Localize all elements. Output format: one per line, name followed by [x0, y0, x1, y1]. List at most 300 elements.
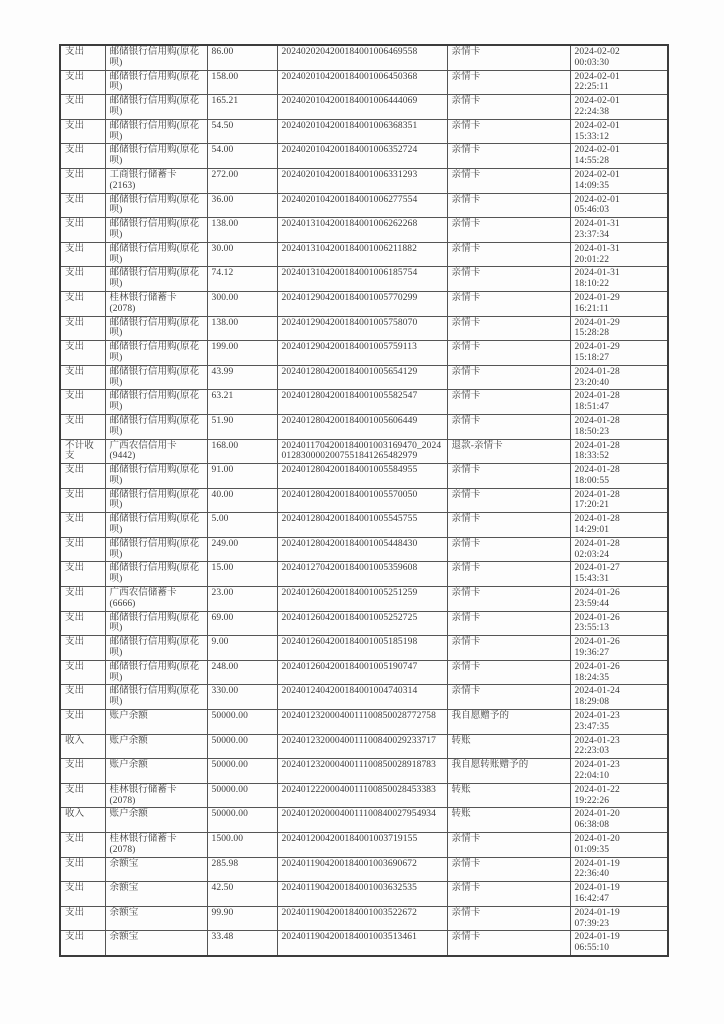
account-cell: 邮储银行信用购(原花呗) [105, 636, 207, 661]
transaction-type-cell: 支出 [60, 833, 105, 858]
time-text: 15:33:12 [574, 131, 610, 142]
note-cell: 亲情卡 [447, 611, 570, 636]
transaction-number-cell: 2024012704200184001005359608 [277, 562, 447, 587]
date-text: 2024-01-23 [574, 735, 620, 746]
transaction-number-cell: 2024020104200184001006450368 [277, 70, 447, 95]
account-cell: 邮储银行信用购(原花呗) [105, 660, 207, 685]
account-cell: 邮储银行信用购(原花呗) [105, 45, 207, 70]
note-cell: 亲情卡 [447, 291, 570, 316]
date-text: 2024-01-26 [574, 612, 620, 623]
table-row [60, 685, 668, 710]
transaction-number-cell: 2024011904200184001003522672 [277, 906, 447, 931]
date-text: 2024-01-28 [574, 489, 620, 500]
transaction-number-cell: 2024011904200184001003632535 [277, 882, 447, 907]
date-text: 2024-01-23 [574, 711, 620, 722]
amount-cell: 91.00 [207, 464, 277, 489]
transaction-type-cell: 支出 [60, 636, 105, 661]
date-text: 2024-01-22 [574, 784, 620, 795]
time-text: 05:46:03 [574, 205, 610, 216]
datetime-cell [570, 857, 668, 882]
time-text: 19:22:26 [574, 795, 610, 806]
note-cell: 我自愿赠予的 [447, 710, 570, 735]
account-cell: 余额宝 [105, 931, 207, 956]
note-cell: 亲情卡 [447, 168, 570, 193]
date-text: 2024-01-31 [574, 243, 620, 254]
transaction-type-cell: 支出 [60, 316, 105, 341]
date-text: 2024-01-28 [574, 514, 620, 525]
amount-cell: 36.00 [207, 193, 277, 218]
transaction-number-cell: 2024013104200184001006185754 [277, 267, 447, 292]
transaction-number-cell: 2024020104200184001006277554 [277, 193, 447, 218]
table-row [60, 365, 668, 390]
table-row [60, 906, 668, 931]
account-cell: 邮储银行信用购(原花呗) [105, 193, 207, 218]
datetime-cell [570, 45, 668, 70]
datetime-cell [570, 513, 668, 538]
transaction-type-cell: 支出 [60, 45, 105, 70]
date-text: 2024-01-29 [574, 317, 620, 328]
account-cell: 工商银行储蓄卡(2163) [105, 168, 207, 193]
datetime-cell [570, 587, 668, 612]
date-text: 2024-02-02 [574, 47, 620, 57]
note-cell: 亲情卡 [447, 45, 570, 70]
transaction-type-cell: 不计收支 [60, 439, 105, 464]
account-cell: 账户余额 [105, 710, 207, 735]
transaction-number-cell: 2024012604200184001005252725 [277, 611, 447, 636]
date-text: 2024-01-28 [574, 391, 620, 402]
table-row [60, 414, 668, 439]
date-text: 2024-01-20 [574, 809, 620, 820]
table-row [60, 267, 668, 292]
transaction-type-cell: 支出 [60, 488, 105, 513]
time-text: 18:24:35 [574, 672, 610, 683]
transaction-type-cell: 收入 [60, 808, 105, 833]
time-text: 23:20:40 [574, 377, 610, 388]
note-cell: 亲情卡 [447, 316, 570, 341]
amount-cell: 50000.00 [207, 710, 277, 735]
table-row [60, 734, 668, 759]
date-text: 2024-01-20 [574, 834, 620, 844]
account-cell: 余额宝 [105, 882, 207, 907]
account-cell: 邮储银行信用购(原花呗) [105, 537, 207, 562]
datetime-cell [570, 931, 668, 956]
time-text: 06:55:10 [574, 943, 610, 954]
time-text: 14:09:35 [574, 180, 610, 191]
note-cell: 亲情卡 [447, 70, 570, 95]
transaction-number-cell: 2024012004200184001003719155 [277, 833, 447, 858]
time-text: 22:04:10 [574, 771, 610, 782]
amount-cell: 43.99 [207, 365, 277, 390]
date-text: 2024-01-28 [574, 366, 620, 377]
note-cell: 亲情卡 [447, 95, 570, 120]
time-text: 14:55:28 [574, 156, 610, 167]
account-cell: 桂林银行储蓄卡(2078) [105, 783, 207, 808]
account-cell: 账户余额 [105, 734, 207, 759]
account-cell: 邮储银行信用购(原花呗) [105, 341, 207, 366]
date-text: 2024-01-31 [574, 219, 620, 230]
amount-cell: 54.00 [207, 144, 277, 169]
amount-cell: 1500.00 [207, 833, 277, 858]
transaction-type-cell: 支出 [60, 267, 105, 292]
transaction-number-cell: 2024012804200184001005582547 [277, 390, 447, 415]
amount-cell: 74.12 [207, 267, 277, 292]
note-cell: 转账 [447, 808, 570, 833]
table-row [60, 193, 668, 218]
datetime-cell [570, 242, 668, 267]
amount-cell: 9.00 [207, 636, 277, 661]
transaction-type-cell: 支出 [60, 70, 105, 95]
date-text: 2024-01-19 [574, 883, 620, 894]
transaction-type-cell: 支出 [60, 611, 105, 636]
transaction-number-cell: 2024020104200184001006331293 [277, 168, 447, 193]
table-row [60, 488, 668, 513]
note-cell: 亲情卡 [447, 119, 570, 144]
transaction-type-cell: 支出 [60, 660, 105, 685]
account-cell: 邮储银行信用购(原花呗) [105, 390, 207, 415]
time-text: 22:23:03 [574, 746, 610, 757]
time-text: 15:28:28 [574, 328, 610, 339]
datetime-cell [570, 685, 668, 710]
transaction-type-cell: 支出 [60, 710, 105, 735]
transaction-number-cell: 20240120200040011100840027954934 [277, 808, 447, 833]
transaction-number-cell: 2024012904200184001005770299 [277, 291, 447, 316]
account-cell: 桂林银行储蓄卡(2078) [105, 833, 207, 858]
date-text: 2024-01-28 [574, 465, 620, 476]
note-cell: 亲情卡 [447, 882, 570, 907]
table-row [60, 218, 668, 243]
datetime-cell [570, 660, 668, 685]
transaction-number-cell: 2024012804200184001005584955 [277, 464, 447, 489]
amount-cell: 330.00 [207, 685, 277, 710]
date-text: 2024-01-19 [574, 932, 620, 943]
transaction-type-cell: 支出 [60, 119, 105, 144]
date-text: 2024-01-26 [574, 588, 620, 599]
amount-cell: 165.21 [207, 95, 277, 120]
transaction-type-cell: 支出 [60, 144, 105, 169]
datetime-cell [570, 464, 668, 489]
transaction-number-cell: 2024013104200184001006211882 [277, 242, 447, 267]
date-text: 2024-02-01 [574, 145, 620, 156]
time-text: 00:03:30 [574, 57, 610, 68]
table-row [60, 316, 668, 341]
time-text: 02:03:24 [574, 549, 610, 560]
amount-cell: 15.00 [207, 562, 277, 587]
account-cell: 邮储银行信用购(原花呗) [105, 119, 207, 144]
table-row [60, 45, 668, 70]
datetime-cell [570, 267, 668, 292]
table-row [60, 931, 668, 956]
table-row [60, 464, 668, 489]
table-row [60, 562, 668, 587]
table-row [60, 242, 668, 267]
amount-cell: 5.00 [207, 513, 277, 538]
table-row [60, 636, 668, 661]
note-cell: 亲情卡 [447, 464, 570, 489]
time-text: 23:59:44 [574, 598, 610, 609]
note-cell: 我自愿转账赠予的 [447, 759, 570, 784]
time-text: 22:25:11 [574, 82, 609, 93]
time-text: 18:50:23 [574, 426, 610, 437]
date-text: 2024-01-28 [574, 538, 620, 549]
note-cell: 亲情卡 [447, 242, 570, 267]
time-text: 22:24:38 [574, 106, 610, 117]
amount-cell: 138.00 [207, 218, 277, 243]
transaction-number-cell: 2024012804200184001005545755 [277, 513, 447, 538]
note-cell: 亲情卡 [447, 587, 570, 612]
transaction-type-cell: 支出 [60, 365, 105, 390]
account-cell: 邮储银行信用购(原花呗) [105, 365, 207, 390]
account-cell: 邮储银行信用购(原花呗) [105, 242, 207, 267]
datetime-cell [570, 144, 668, 169]
time-text: 06:38:08 [574, 820, 610, 831]
date-text: 2024-01-19 [574, 907, 620, 918]
transaction-type-cell: 支出 [60, 906, 105, 931]
table-row [60, 537, 668, 562]
table-row [60, 513, 668, 538]
transaction-number-cell: 20240123200040011100850028918783 [277, 759, 447, 784]
transaction-number-cell: 2024012804200184001005606449 [277, 414, 447, 439]
table-row [60, 833, 668, 858]
amount-cell: 23.00 [207, 587, 277, 612]
account-cell: 邮储银行信用购(原花呗) [105, 144, 207, 169]
transaction-type-cell: 收入 [60, 734, 105, 759]
amount-cell: 30.00 [207, 242, 277, 267]
transaction-type-cell: 支出 [60, 857, 105, 882]
transaction-number-cell: 20240122200040011100850028453383 [277, 783, 447, 808]
transaction-type-cell: 支出 [60, 390, 105, 415]
transaction-type-cell: 支出 [60, 168, 105, 193]
time-text: 18:51:47 [574, 402, 610, 413]
time-text: 18:29:08 [574, 697, 610, 708]
transaction-number-cell: 2024012604200184001005251259 [277, 587, 447, 612]
note-cell: 亲情卡 [447, 833, 570, 858]
transaction-number-cell: 2024013104200184001006262268 [277, 218, 447, 243]
datetime-cell [570, 636, 668, 661]
note-cell: 亲情卡 [447, 218, 570, 243]
time-text: 16:21:11 [574, 303, 609, 314]
time-text: 18:33:52 [574, 451, 610, 462]
note-cell: 亲情卡 [447, 636, 570, 661]
transaction-number-cell: 2024012804200184001005448430 [277, 537, 447, 562]
transaction-number-cell: 20240123200040011100840029233717 [277, 734, 447, 759]
amount-cell: 54.50 [207, 119, 277, 144]
datetime-cell [570, 439, 668, 464]
transaction-type-cell: 支出 [60, 587, 105, 612]
note-cell: 亲情卡 [447, 365, 570, 390]
datetime-cell [570, 906, 668, 931]
amount-cell: 42.50 [207, 882, 277, 907]
transaction-type-cell: 支出 [60, 783, 105, 808]
amount-cell: 138.00 [207, 316, 277, 341]
date-text: 2024-01-26 [574, 661, 620, 672]
amount-cell: 40.00 [207, 488, 277, 513]
datetime-cell [570, 537, 668, 562]
date-text: 2024-01-31 [574, 268, 620, 279]
datetime-cell [570, 218, 668, 243]
datetime-cell [570, 759, 668, 784]
table-row [60, 808, 668, 833]
table-row [60, 168, 668, 193]
date-text: 2024-01-27 [574, 563, 620, 574]
note-cell: 亲情卡 [447, 193, 570, 218]
amount-cell: 33.48 [207, 931, 277, 956]
table-row [60, 857, 668, 882]
datetime-cell [570, 611, 668, 636]
note-cell: 亲情卡 [447, 144, 570, 169]
account-cell: 邮储银行信用购(原花呗) [105, 685, 207, 710]
note-cell: 亲情卡 [447, 857, 570, 882]
date-text: 2024-01-23 [574, 760, 620, 771]
transaction-type-cell: 支出 [60, 193, 105, 218]
note-cell: 亲情卡 [447, 562, 570, 587]
datetime-cell [570, 119, 668, 144]
account-cell: 邮储银行信用购(原花呗) [105, 70, 207, 95]
amount-cell: 300.00 [207, 291, 277, 316]
note-cell: 退款-亲情卡 [447, 439, 570, 464]
table-row [60, 341, 668, 366]
account-cell: 桂林银行储蓄卡(2078) [105, 291, 207, 316]
account-cell: 账户余额 [105, 759, 207, 784]
amount-cell: 50000.00 [207, 808, 277, 833]
transaction-type-cell: 支出 [60, 931, 105, 956]
note-cell: 亲情卡 [447, 390, 570, 415]
amount-cell: 50000.00 [207, 759, 277, 784]
date-text: 2024-02-01 [574, 194, 620, 205]
amount-cell: 248.00 [207, 660, 277, 685]
note-cell: 亲情卡 [447, 906, 570, 931]
note-cell: 亲情卡 [447, 685, 570, 710]
transaction-number-cell: 2024012604200184001005185198 [277, 636, 447, 661]
time-text: 19:36:27 [574, 648, 610, 659]
datetime-cell [570, 95, 668, 120]
time-text: 01:09:35 [574, 844, 610, 855]
datetime-cell [570, 414, 668, 439]
time-text: 15:18:27 [574, 352, 610, 363]
datetime-cell [570, 316, 668, 341]
datetime-cell [570, 808, 668, 833]
account-cell: 邮储银行信用购(原花呗) [105, 267, 207, 292]
date-text: 2024-02-01 [574, 96, 620, 107]
transaction-number-cell: 2024011904200184001003513461 [277, 931, 447, 956]
table-row [60, 660, 668, 685]
table-row [60, 95, 668, 120]
time-text: 18:00:55 [574, 475, 610, 486]
transaction-number-cell: 20240123200040011100850028772758 [277, 710, 447, 735]
transaction-number-cell: 2024012604200184001005190747 [277, 660, 447, 685]
table-row [60, 291, 668, 316]
time-text: 23:37:34 [574, 229, 610, 240]
time-text: 18:10:22 [574, 279, 610, 290]
account-cell: 邮储银行信用购(原花呗) [105, 95, 207, 120]
datetime-cell [570, 734, 668, 759]
account-cell: 余额宝 [105, 906, 207, 931]
note-cell: 亲情卡 [447, 513, 570, 538]
transaction-number-cell: 2024011704200184001003169470_20240128300002007551841265482979 [277, 439, 447, 464]
datetime-cell [570, 193, 668, 218]
note-cell: 转账 [447, 783, 570, 808]
table-row [60, 611, 668, 636]
date-text: 2024-01-26 [574, 637, 620, 648]
note-cell: 转账 [447, 734, 570, 759]
date-text: 2024-01-28 [574, 440, 620, 451]
date-text: 2024-01-29 [574, 292, 620, 303]
transaction-type-cell: 支出 [60, 414, 105, 439]
transaction-number-cell: 2024012904200184001005758070 [277, 316, 447, 341]
amount-cell: 285.98 [207, 857, 277, 882]
amount-cell: 99.90 [207, 906, 277, 931]
table-row [60, 710, 668, 735]
time-text: 16:42:47 [574, 893, 610, 904]
transaction-number-cell: 2024020104200184001006352724 [277, 144, 447, 169]
note-cell: 亲情卡 [447, 537, 570, 562]
transaction-type-cell: 支出 [60, 218, 105, 243]
transaction-number-cell: 2024012404200184001004740314 [277, 685, 447, 710]
amount-cell: 51.90 [207, 414, 277, 439]
table-row [60, 119, 668, 144]
table-row [60, 882, 668, 907]
transaction-number-cell: 2024020104200184001006368351 [277, 119, 447, 144]
time-text: 22:36:40 [574, 869, 610, 880]
table-row [60, 587, 668, 612]
amount-cell: 50000.00 [207, 734, 277, 759]
amount-cell: 199.00 [207, 341, 277, 366]
datetime-cell [570, 168, 668, 193]
transaction-type-cell: 支出 [60, 464, 105, 489]
transaction-number-cell: 2024012804200184001005654129 [277, 365, 447, 390]
datetime-cell [570, 341, 668, 366]
date-text: 2024-01-29 [574, 342, 620, 353]
account-cell: 邮储银行信用购(原花呗) [105, 218, 207, 243]
datetime-cell [570, 783, 668, 808]
transaction-type-cell: 支出 [60, 513, 105, 538]
table-row [60, 144, 668, 169]
date-text: 2024-02-01 [574, 71, 620, 82]
note-cell: 亲情卡 [447, 414, 570, 439]
account-cell: 邮储银行信用购(原花呗) [105, 414, 207, 439]
account-cell: 账户余额 [105, 808, 207, 833]
date-text: 2024-02-01 [574, 169, 620, 180]
datetime-cell [570, 70, 668, 95]
datetime-cell [570, 562, 668, 587]
note-cell: 亲情卡 [447, 267, 570, 292]
account-cell: 邮储银行信用购(原花呗) [105, 611, 207, 636]
datetime-cell [570, 710, 668, 735]
transaction-number-cell: 2024012904200184001005759113 [277, 341, 447, 366]
date-text: 2024-01-19 [574, 858, 620, 869]
amount-cell: 69.00 [207, 611, 277, 636]
transaction-type-cell: 支出 [60, 537, 105, 562]
account-cell: 邮储银行信用购(原花呗) [105, 316, 207, 341]
time-text: 20:01:22 [574, 254, 610, 265]
time-text: 23:47:35 [574, 721, 610, 732]
transaction-type-cell: 支出 [60, 95, 105, 120]
transaction-number-cell: 2024020204200184001006469558 [277, 45, 447, 70]
account-cell: 余额宝 [105, 857, 207, 882]
time-text: 17:20:21 [574, 500, 610, 511]
table-row [60, 759, 668, 784]
account-cell: 邮储银行信用购(原花呗) [105, 562, 207, 587]
account-cell: 邮储银行信用购(原花呗) [105, 464, 207, 489]
transaction-type-cell: 支出 [60, 291, 105, 316]
date-text: 2024-02-01 [574, 120, 620, 131]
datetime-cell [570, 833, 668, 858]
time-text: 14:29:01 [574, 525, 610, 536]
transaction-type-cell: 支出 [60, 341, 105, 366]
table-row [60, 70, 668, 95]
transaction-type-cell: 支出 [60, 685, 105, 710]
note-cell: 亲情卡 [447, 931, 570, 956]
table-row [60, 390, 668, 415]
